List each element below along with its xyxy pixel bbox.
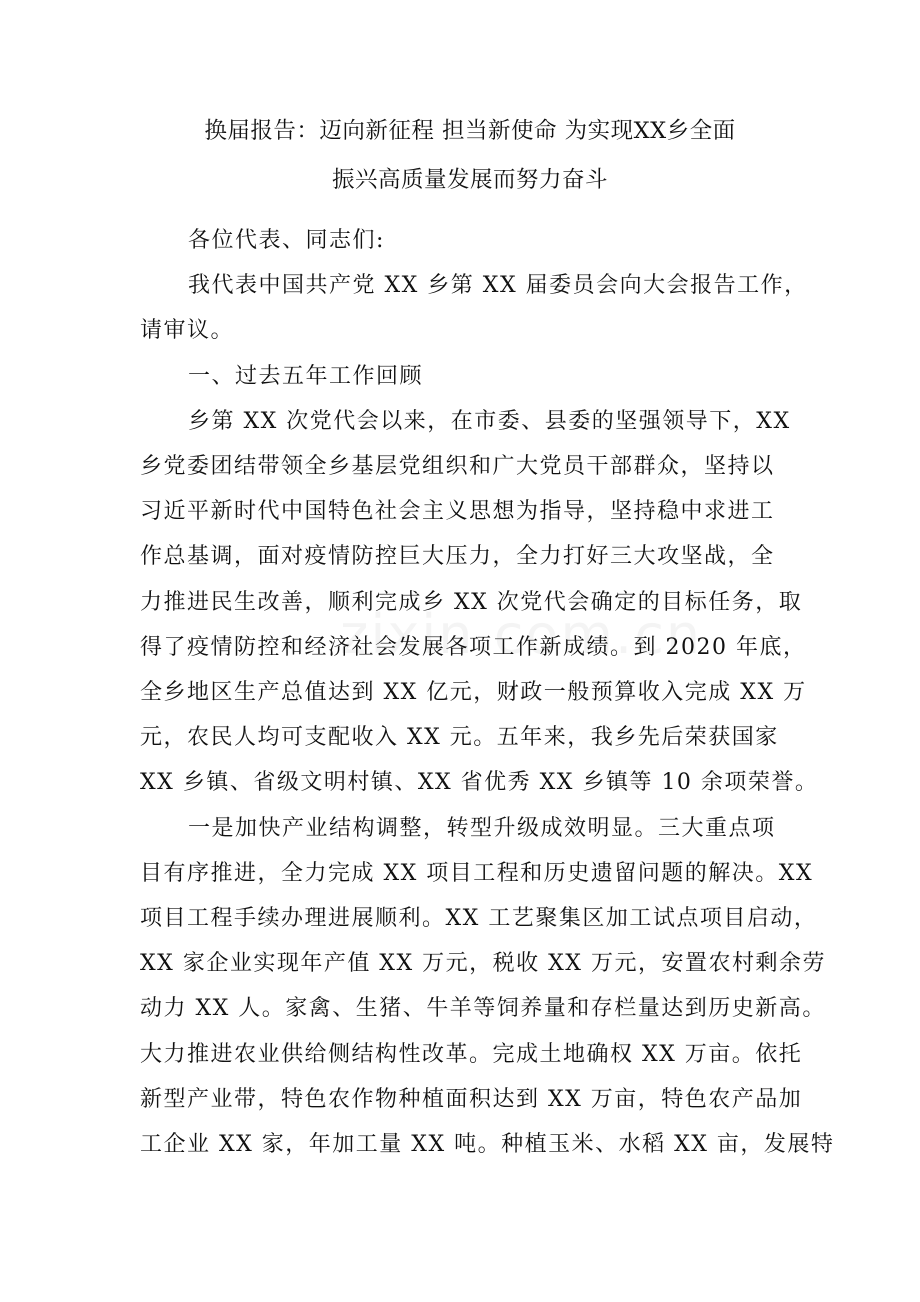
paragraph-line: 力推进民生改善，顺利完成乡 XX 次党代会确定的目标任务，取	[140, 590, 803, 615]
document-title-line-2: 振兴高质量发展而努力奋斗	[331, 167, 608, 193]
paragraph-line: 项目工程手续办理进展顺利。XX 工艺聚集区加工试点项目启动，	[140, 906, 818, 931]
paragraph-line: 乡第 XX 次党代会以来，在市委、县委的坚强领导下，XX	[188, 409, 791, 434]
paragraph-line: XX 家企业实现年产值 XX 万元，税收 XX 万元，安置农村剩余劳	[140, 951, 826, 976]
paragraph-line: 新型产业带，特色农作物种植面积达到 XX 万亩，特色农产品加	[140, 1087, 803, 1112]
paragraph-line: 元，农民人均可支配收入 XX 元。五年来，我乡先后荣获国家	[140, 725, 779, 750]
paragraph-line: 全乡地区生产总值达到 XX 亿元，财政一般预算收入完成 XX 万	[140, 680, 807, 705]
paragraph-line: 目有序推进，全力完成 XX 项目工程和历史遗留问题的解决。XX	[140, 861, 814, 886]
paragraph-line: 作总基调，面对疫情防控巨大压力，全力打好三大攻坚战，全	[140, 544, 775, 569]
document-title-line-1: 换届报告：迈向新征程 担当新使命 为实现XX乡全面	[204, 118, 736, 144]
paragraph-line: 一是加快产业结构调整，转型升级成效明显。三大重点项	[188, 816, 776, 841]
paragraph-line: 工企业 XX 家，年加工量 XX 吨。种植玉米、水稻 XX 亩，发展特	[140, 1132, 835, 1157]
paragraph-line: XX 乡镇、省级文明村镇、XX 省优秀 XX 乡镇等 10 余项荣誉。	[140, 770, 819, 795]
salutation: 各位代表、同志们:	[188, 228, 385, 253]
paragraph-line: 动力 XX 人。家禽、生猪、牛羊等饲养量和存栏量达到历史新高。	[140, 996, 826, 1021]
paragraph-line: 我代表中国共产党 XX 乡第 XX 届委员会向大会报告工作，	[188, 273, 808, 298]
paragraph-line: 乡党委团结带领全乡基层党组织和广大党员干部群众，坚持以	[140, 454, 775, 479]
paragraph-line: 习近平新时代中国特色社会主义思想为指导，坚持稳中求进工	[140, 499, 775, 524]
paragraph-line: 得了疫情防控和经济社会发展各项工作新成绩。到 2020 年底，	[140, 635, 807, 660]
paragraph-line: 大力推进农业供给侧结构性改革。完成土地确权 XX 万亩。依托	[140, 1042, 803, 1067]
section-heading: 一、过去五年工作回顾	[188, 364, 424, 389]
paragraph-line: 请审议。	[140, 318, 235, 343]
